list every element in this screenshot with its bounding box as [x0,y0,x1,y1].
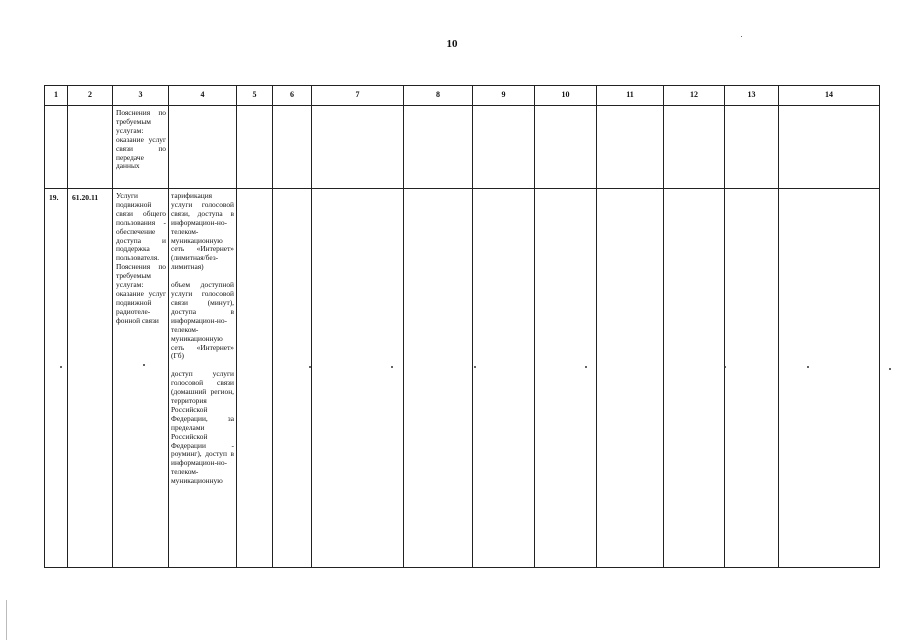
column-header: 9 [473,86,535,106]
table-cell [779,189,880,568]
table-cell [404,106,473,189]
column-header: 5 [237,86,273,106]
table-cell [779,106,880,189]
table-cell [45,189,68,568]
table-cell [273,189,312,568]
scan-speck [60,366,62,368]
table-cell [664,189,725,568]
column-header: 14 [779,86,880,106]
scan-speck [741,36,742,37]
scan-speck [474,366,476,368]
table-cell [404,189,473,568]
scan-speck [585,366,587,368]
table-cell [68,189,113,568]
column-header: 11 [597,86,664,106]
service-name-text: Услуги подвижной связи общего пользования - обеспечение доступа и поддержка пользователя. Пояснения по требуемым услугам: оказание услуг подвижной радиотеле-фонной связи [116,191,166,325]
page-number: 10 [446,38,458,50]
header-row [45,86,880,106]
column-header: 7 [312,86,404,106]
characteristics-block [169,189,236,488]
row-number: 19. [49,193,59,202]
scan-speck [143,364,145,366]
table-row [45,189,880,568]
table-cell [312,106,404,189]
column-header: 4 [169,86,237,106]
table-cell [113,189,169,568]
table-cell [725,106,779,189]
scan-speck [309,366,311,368]
table-cell [169,189,237,568]
table-cell [113,106,169,189]
scan-edge-mark [6,600,7,640]
scan-speck [391,366,393,368]
okpd-code: 61.20.11 [72,193,99,202]
table-cell [45,106,68,189]
table-cell [597,106,664,189]
column-header: 6 [273,86,312,106]
table-cell [597,189,664,568]
column-header: 3 [113,86,169,106]
table-cell [68,106,113,189]
scan-speck [724,366,726,368]
column-header: 12 [664,86,725,106]
table-cell [273,106,312,189]
table-cell [535,189,597,568]
characteristic-tariffication: тарификация услуги голосовой связи, доступа в информацион-но-телеком-муникационную сеть «Интернет» (лимитная/без-лимитная) [171,191,234,272]
scan-speck [807,366,809,368]
table-cell [473,189,535,568]
column-header: 13 [725,86,779,106]
column-header: 8 [404,86,473,106]
column-header: 2 [68,86,113,106]
characteristic-access: доступ услуги голосовой связи (домашний регион, территория Российской Федерации, за пределами Российской Федерации - роуминг), доступ в информацион-но-телеком-муникационную [171,369,234,486]
table-cell [169,106,237,189]
table-row [45,106,880,189]
table-cell [237,189,273,568]
table-cell [473,106,535,189]
table-cell [535,106,597,189]
scan-speck [889,368,891,370]
column-header: 10 [535,86,597,106]
characteristic-volume: объем доступной услуги голосовой связи (минут), доступа в информацион-но-телеком-муникационную сеть «Интернет» (Гб) [171,280,234,361]
specification-table [44,85,880,568]
table-cell [664,106,725,189]
column-header: 1 [45,86,68,106]
table-cell [725,189,779,568]
service-explanation-text: Пояснения по требуемым услугам: оказание услуг связи по передаче данных [116,108,166,171]
table-cell [312,189,404,568]
table-cell [237,106,273,189]
